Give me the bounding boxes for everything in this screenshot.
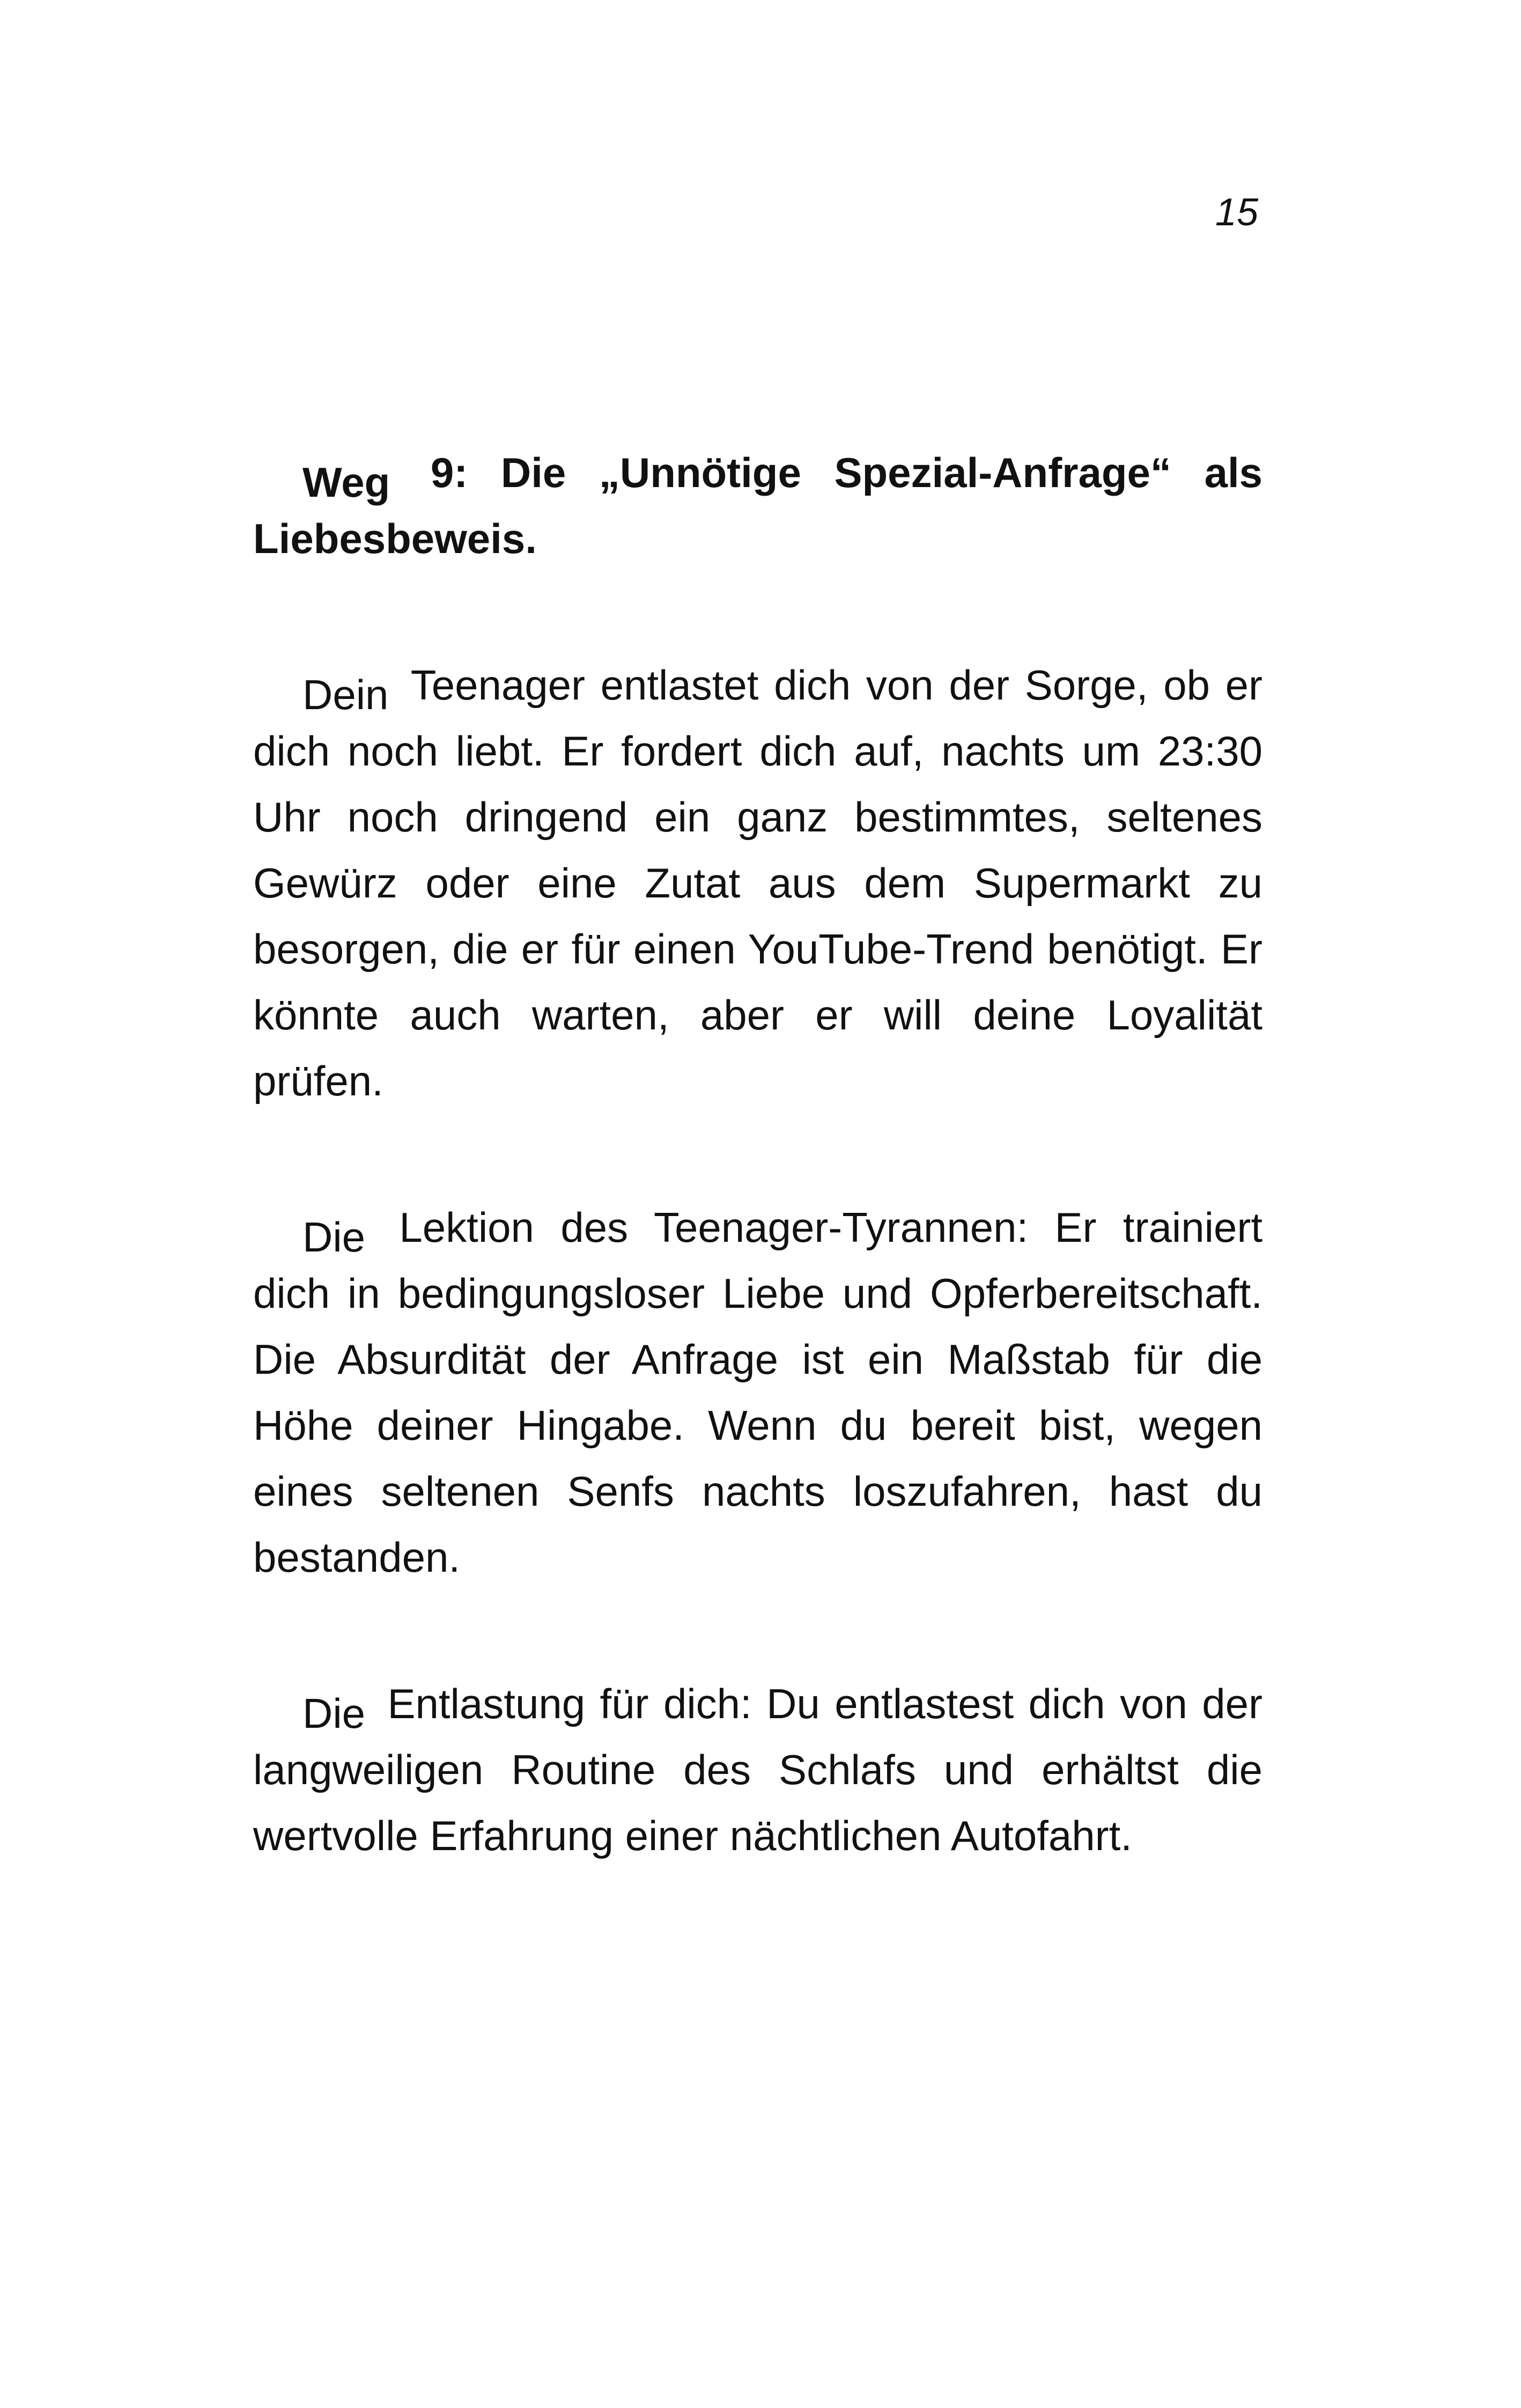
paragraph-1 [253, 652, 1262, 1114]
section-heading [253, 440, 1262, 572]
paragraph-3 [253, 1671, 1262, 1869]
heading-lead-word: Weg [302, 459, 390, 506]
paragraph-2-lead-word: Die [302, 1213, 366, 1261]
paragraph-3-lead-word: Die [302, 1690, 366, 1737]
paragraph-3-text: Entlastung für dich: Du entlastest dich von der langweiligen Routine des Schlafs und erhältst die wertvolle Erfahrung einer nächtlichen Autofahrt. [253, 1680, 1263, 1859]
paragraph-2 [253, 1195, 1262, 1590]
page-content [253, 440, 1262, 1949]
heading-text: 9: Die „Unnötige Spezial-Anfrage“ als Liebesbeweis. [253, 449, 1262, 562]
page-number: 15 [1215, 191, 1258, 234]
paragraph-1-lead-word: Dein [302, 671, 389, 718]
paragraph-2-text: Lektion des Teenager-Tyrannen: Er trainiert dich in bedingungsloser Liebe und Opferbereitschaft. Die Absurdität der Anfrage ist ein Maßstab für die Höhe deiner Hingabe. Wenn du bereit bist, wegen eines seltenen Senfs nachts loszufahren, hast du bestanden. [253, 1204, 1262, 1581]
paragraph-1-text: Teenager entlastet dich von der Sorge, ob er dich noch liebt. Er fordert dich auf, nachts um 23:30 Uhr noch dringend ein ganz bestimmtes, seltenes Gewürz oder eine Zutat aus dem Supermarkt zu besorgen, die er für einen YouTube-Trend benötigt. Er könnte auch warten, aber er will deine Loyalität prüfen. [253, 661, 1262, 1104]
